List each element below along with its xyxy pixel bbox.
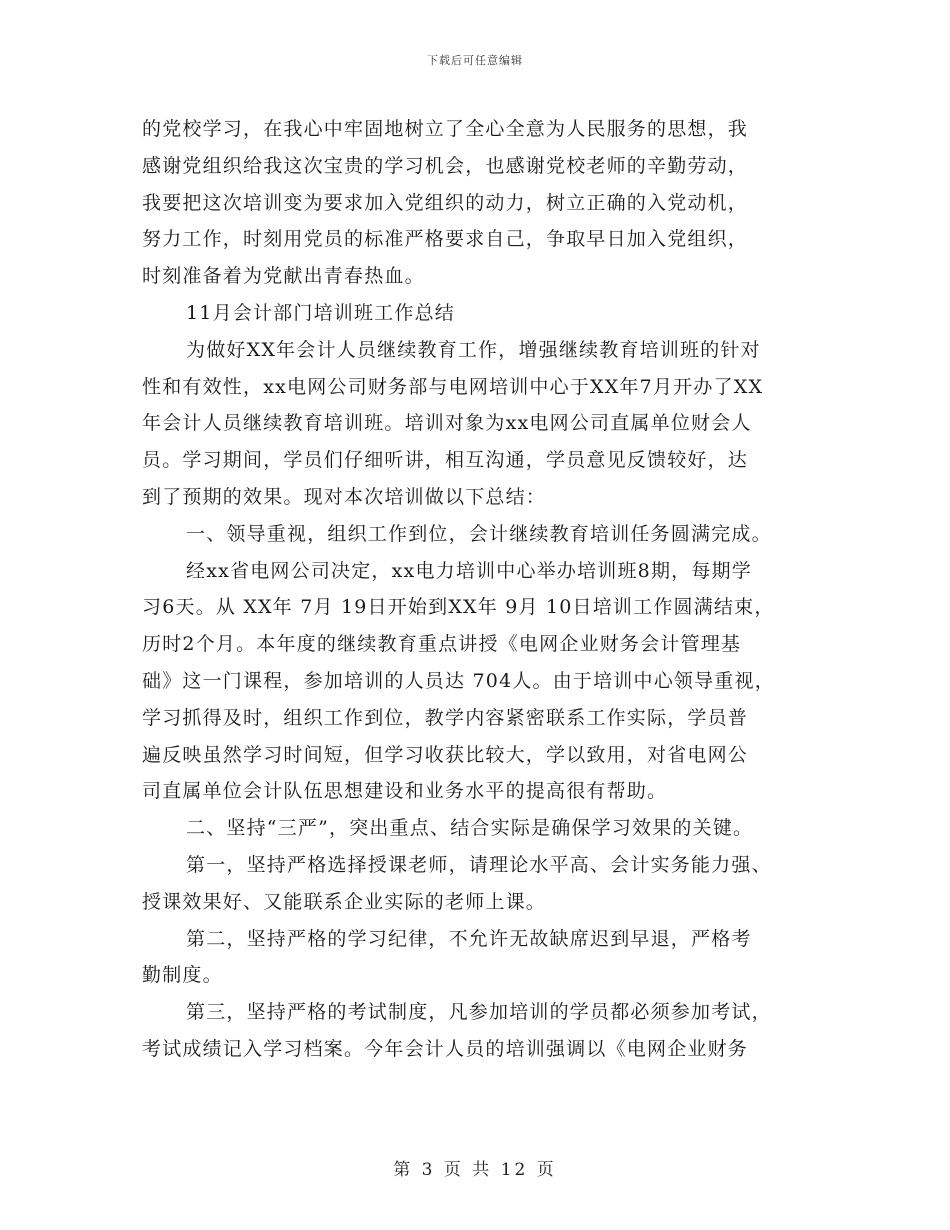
text-line: 授课效果好、又能联系企业实际的老师上课。 bbox=[142, 890, 547, 913]
text-line: 第一，坚持严格选择授课老师，请理论水平高、会计实务能力强、 bbox=[186, 853, 772, 876]
text-line: 习6天。从 XX年 7月 19日开始到XX年 9月 10日培训工作圆满结束， bbox=[142, 596, 775, 619]
text-line: 遍反映虽然学习时间短，但学习收获比较大，学以致用，对省电网公 bbox=[142, 743, 749, 766]
text-line: 性和有效性，xx电网公司财务部与电网培训中心于XX年7月开办了XX bbox=[142, 375, 764, 398]
text-line: 年会计人员继续教育培训班。培训对象为xx电网公司直属单位财会人 bbox=[142, 412, 752, 435]
text-line: 的党校学习，在我心中牢固地树立了全心全意为人民服务的思想，我 bbox=[142, 118, 749, 140]
text-line: 一、领导重视，组织工作到位，会计继续教育培训任务圆满完成。 bbox=[186, 522, 772, 545]
text-line: 历时2个月。本年度的继续教育重点讲授《电网企业财务会计管理基 bbox=[142, 633, 742, 656]
text-line: 时刻准备着为党献出青春热血。 bbox=[142, 265, 425, 288]
text-line: 勤制度。 bbox=[142, 964, 223, 987]
page-footer: 第 3 页 共 12 页 bbox=[393, 1160, 557, 1180]
text-line: 到了预期的效果。现对本次培训做以下总结： bbox=[142, 485, 547, 508]
text-line: 学习抓得及时，组织工作到位，教学内容紧密联系工作实际，学员普 bbox=[142, 706, 749, 729]
text-line: 努力工作，时刻用党员的标准严格要求自己，争取早日加入党组织， bbox=[142, 228, 749, 251]
text-line: 为做好XX年会计人员继续教育工作，增强继续教育培训班的针对 bbox=[186, 338, 761, 361]
text-line: 感谢党组织给我这次宝贵的学习机会，也感谢党校老师的辛勤劳动， bbox=[142, 154, 749, 177]
text-line: 础》这一门课程，参加培训的人员达 704人。由于培训中心领导重视， bbox=[142, 669, 775, 692]
text-line: 第二，坚持严格的学习纪律，不允许无故缺席迟到早退，严格考 bbox=[186, 927, 752, 950]
text-line: 员。学习期间，学员们仔细听讲，相互沟通，学员意见反馈较好，达 bbox=[142, 449, 749, 472]
text-line: 二、坚持“三严”，突出重点、结合实际是确保学习效果的关键。 bbox=[186, 817, 754, 840]
body-text bbox=[142, 111, 810, 1068]
page-header: 下载后可任意编辑 bbox=[427, 54, 523, 67]
text-line: 我要把这次培训变为要求加入党组织的动力，树立正确的入党动机， bbox=[142, 191, 749, 214]
text-line: 第三，坚持严格的考试制度，凡参加培训的学员都必须参加考试， bbox=[186, 1001, 772, 1024]
text-line: 经xx省电网公司决定，xx电力培训中心举办培训班8期，每期学 bbox=[186, 559, 752, 582]
text-line: 司直属单位会计队伍思想建设和业务水平的提高很有帮助。 bbox=[142, 780, 668, 803]
text-line: 11月会计部门培训班工作总结 bbox=[186, 301, 455, 324]
text-line: 考试成绩记入学习档案。今年会计人员的培训强调以《电网企业财务 bbox=[142, 1037, 749, 1060]
